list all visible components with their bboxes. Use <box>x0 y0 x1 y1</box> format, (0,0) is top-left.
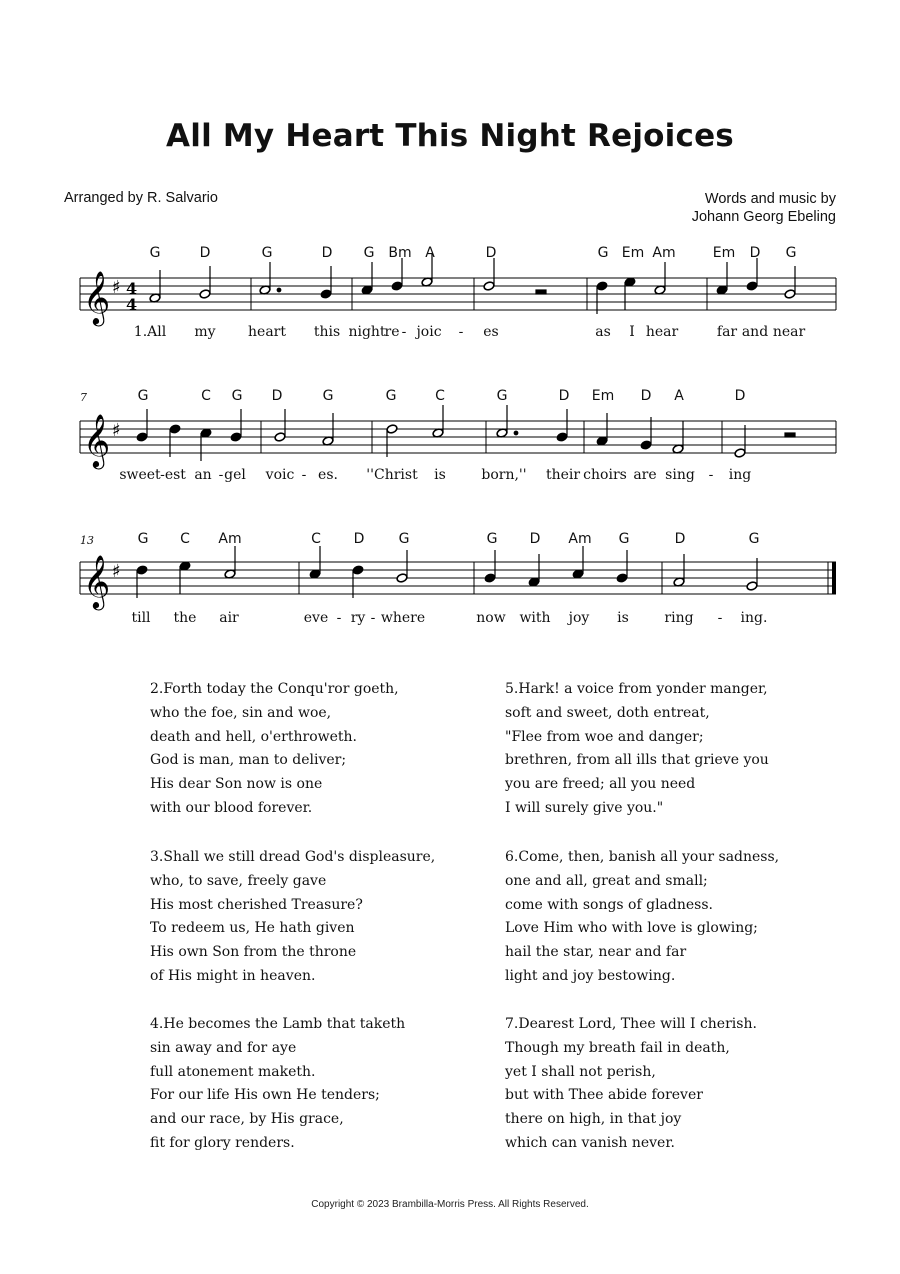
verse-line: you are freed; all you need <box>505 776 696 793</box>
verse-line: which can vanish never. <box>505 1134 675 1151</box>
lyric-hyphen: - <box>301 467 307 483</box>
chord-symbol: Em <box>712 245 736 261</box>
chord-symbol: G <box>496 388 508 404</box>
verse-line: of His might in heaven. <box>150 967 316 984</box>
lyric-syllable: ''Christ <box>366 467 418 483</box>
verse-line: sin away and for aye <box>150 1039 297 1056</box>
chord-symbol: Em <box>621 245 645 261</box>
lyric-syllable: as <box>595 324 611 340</box>
lyric-hyphen: - <box>717 610 723 626</box>
lyric-hyphen: - <box>370 610 376 626</box>
chord-symbol: D <box>734 388 746 404</box>
lyric-hyphen: - <box>401 324 407 340</box>
verse-line: God is man, man to deliver; <box>150 752 347 769</box>
lyric-syllable: is <box>434 467 446 483</box>
lyric-hyphen: - <box>458 324 464 340</box>
chord-symbol: G <box>486 531 498 547</box>
copyright-notice: Copyright © 2023 Brambilla-Morris Press. All Rights Reserved. <box>311 1199 589 1210</box>
lyric-syllable: with <box>519 610 551 626</box>
chord-symbol: G <box>398 531 410 547</box>
lyric-syllable: the <box>173 610 197 626</box>
lyric-hyphen: - <box>336 610 342 626</box>
verse-line: hail the star, near and far <box>505 944 687 961</box>
chord-symbol: D <box>199 245 211 261</box>
lyric-syllable: heart <box>248 324 286 340</box>
lyric-syllable: where <box>380 610 426 626</box>
verse-line: with our blood forever. <box>150 799 313 816</box>
chord-symbol: C <box>180 531 190 547</box>
verse-line: For our life His own He tenders; <box>150 1087 380 1104</box>
chord-symbol: D <box>749 245 761 261</box>
lyric-syllable: I <box>629 324 635 340</box>
lyric-syllable: ry <box>350 610 366 626</box>
verse-line: I will surely give you." <box>505 799 664 816</box>
chord-symbol: G <box>231 388 243 404</box>
verse-line: Though my breath fail in death, <box>505 1039 730 1056</box>
lyric-syllable: gel <box>224 467 246 483</box>
sharp-icon: ♯ <box>112 420 121 441</box>
lyric-syllable: voic <box>265 467 295 483</box>
chord-symbol: C <box>311 531 321 547</box>
lyric-syllable: sweet <box>119 467 161 483</box>
stanza-6 <box>505 846 779 989</box>
lyric-syllable: is <box>617 610 629 626</box>
verse-line: fit for glory renders. <box>150 1134 295 1151</box>
verse-line: 6.Come, then, banish all your sadness, <box>505 849 780 865</box>
chord-symbol: G <box>261 245 273 261</box>
chord-symbol: G <box>149 245 161 261</box>
verse-line: full atonement maketh. <box>150 1063 316 1080</box>
lyric-syllable: es <box>483 324 499 340</box>
stanza-5 <box>505 678 769 821</box>
lyric-syllable: air <box>219 610 239 626</box>
chord-symbol: G <box>137 531 149 547</box>
sharp-icon: ♯ <box>112 561 121 582</box>
chord-symbol: C <box>201 388 211 404</box>
verse-line: brethren, from all ills that grieve you <box>505 752 769 769</box>
lyric-syllable: re <box>384 324 400 340</box>
chord-symbol: Am <box>568 531 592 547</box>
chord-symbol: G <box>363 245 375 261</box>
chord-symbol: D <box>674 531 686 547</box>
chord-symbol: G <box>597 245 609 261</box>
lyric-syllable: eve <box>303 610 329 626</box>
lyric-syllable: ing. <box>740 610 768 626</box>
verse-line: death and hell, o'erthroweth. <box>150 728 357 745</box>
chord-symbol: Bm <box>388 245 412 261</box>
chord-symbol: D <box>271 388 283 404</box>
chord-symbol: Am <box>652 245 676 261</box>
lyric-syllable: choirs <box>583 467 627 483</box>
chord-symbol: G <box>385 388 397 404</box>
treble-clef-icon: 𝄞 <box>83 270 111 324</box>
lyric-hyphen: - <box>708 467 714 483</box>
verse-line: Love Him who with love is glowing; <box>505 920 758 937</box>
lyric-syllable: ing <box>728 467 752 483</box>
verse-line: 4.He becomes the Lamb that taketh <box>150 1016 406 1032</box>
lyric-syllable: my <box>194 324 216 340</box>
chord-symbol: Am <box>218 531 242 547</box>
verse-line: His dear Son now is one <box>150 776 323 793</box>
chord-symbol: D <box>353 531 365 547</box>
verse-line: but with Thee abide forever <box>505 1087 703 1104</box>
chord-symbol: D <box>529 531 541 547</box>
chord-symbol: G <box>322 388 334 404</box>
lyric-syllable: this <box>313 324 341 340</box>
verse-line: 5.Hark! a voice from yonder manger, <box>505 681 768 697</box>
chord-symbol: D <box>640 388 652 404</box>
time-signature-bottom: 4 <box>126 295 138 314</box>
verse-line: there on high, in that joy <box>505 1111 682 1128</box>
verse-line: and our race, by His grace, <box>150 1111 344 1128</box>
lyric-syllable: far <box>716 324 738 340</box>
lyric-syllable: 1.All <box>133 324 167 340</box>
lyric-syllable: joy <box>568 610 590 626</box>
chord-symbol: D <box>558 388 570 404</box>
arranger-credit: Arranged by R. Salvario <box>64 190 218 206</box>
lyric-syllable: night <box>348 324 386 340</box>
lyric-syllable: are <box>633 467 657 483</box>
stanza-4 <box>150 1013 405 1156</box>
chord-symbol: G <box>748 531 760 547</box>
verse-line: 3.Shall we still dread God's displeasure, <box>150 849 436 865</box>
lyric-syllable: -est <box>160 467 186 483</box>
treble-clef-icon: 𝄞 <box>83 554 111 608</box>
lyric-syllable: ring <box>664 610 694 626</box>
stanza-2 <box>150 678 399 821</box>
measure-number: 7 <box>80 391 87 404</box>
verse-line: who the foe, sin and woe, <box>150 704 332 721</box>
composer-credit-line: Johann Georg Ebeling <box>691 209 836 225</box>
chord-symbol: A <box>425 245 435 261</box>
verse-line: 2.Forth today the Conqu'ror goeth, <box>150 681 399 697</box>
chord-symbol: A <box>674 388 684 404</box>
verse-line: "Flee from woe and danger; <box>505 728 704 745</box>
lyric-hyphen: - <box>218 467 224 483</box>
treble-clef-icon: 𝄞 <box>83 413 111 467</box>
composer-credit-line: Words and music by <box>704 191 836 207</box>
verse-line: His own Son from the throne <box>150 944 357 961</box>
stanza-3 <box>150 846 435 989</box>
lyric-syllable: and <box>741 324 769 340</box>
song-title: All My Heart This Night Rejoices <box>166 118 734 154</box>
verse-line: 7.Dearest Lord, Thee will I cherish. <box>505 1016 757 1032</box>
lyric-syllable: sing <box>665 467 695 483</box>
lyric-syllable: born,'' <box>481 467 527 483</box>
lyric-syllable: near <box>772 324 806 340</box>
sharp-icon: ♯ <box>112 277 121 298</box>
chord-symbol: G <box>618 531 630 547</box>
lyric-syllable: es. <box>318 467 338 483</box>
verse-line: one and all, great and small; <box>505 872 708 889</box>
lyric-syllable: now <box>476 610 506 626</box>
verse-line: His most cherished Treasure? <box>150 896 363 913</box>
verse-line: soft and sweet, doth entreat, <box>505 704 710 721</box>
verse-line: who, to save, freely gave <box>150 872 327 889</box>
chord-symbol: Em <box>591 388 615 404</box>
chord-symbol: G <box>785 245 797 261</box>
verse-line: yet I shall not perish, <box>505 1063 656 1080</box>
chord-symbol: G <box>137 388 149 404</box>
time-signature-top: 4 <box>126 279 138 298</box>
lyric-syllable: an <box>194 467 212 483</box>
lyric-syllable: till <box>131 610 151 626</box>
notes-system-3 <box>136 546 758 598</box>
measure-number: 13 <box>80 534 94 547</box>
verse-line: come with songs of gladness. <box>505 896 713 913</box>
verse-line: light and joy bestowing. <box>505 967 676 984</box>
chord-symbol: D <box>485 245 497 261</box>
chord-symbol: D <box>321 245 333 261</box>
chord-symbol: C <box>435 388 445 404</box>
lyric-syllable: joic <box>416 324 442 340</box>
lyric-syllable: their <box>545 467 581 483</box>
lyric-syllable: hear <box>645 324 679 340</box>
verse-line: To redeem us, He hath given <box>150 920 355 937</box>
stanza-7 <box>505 1013 757 1156</box>
